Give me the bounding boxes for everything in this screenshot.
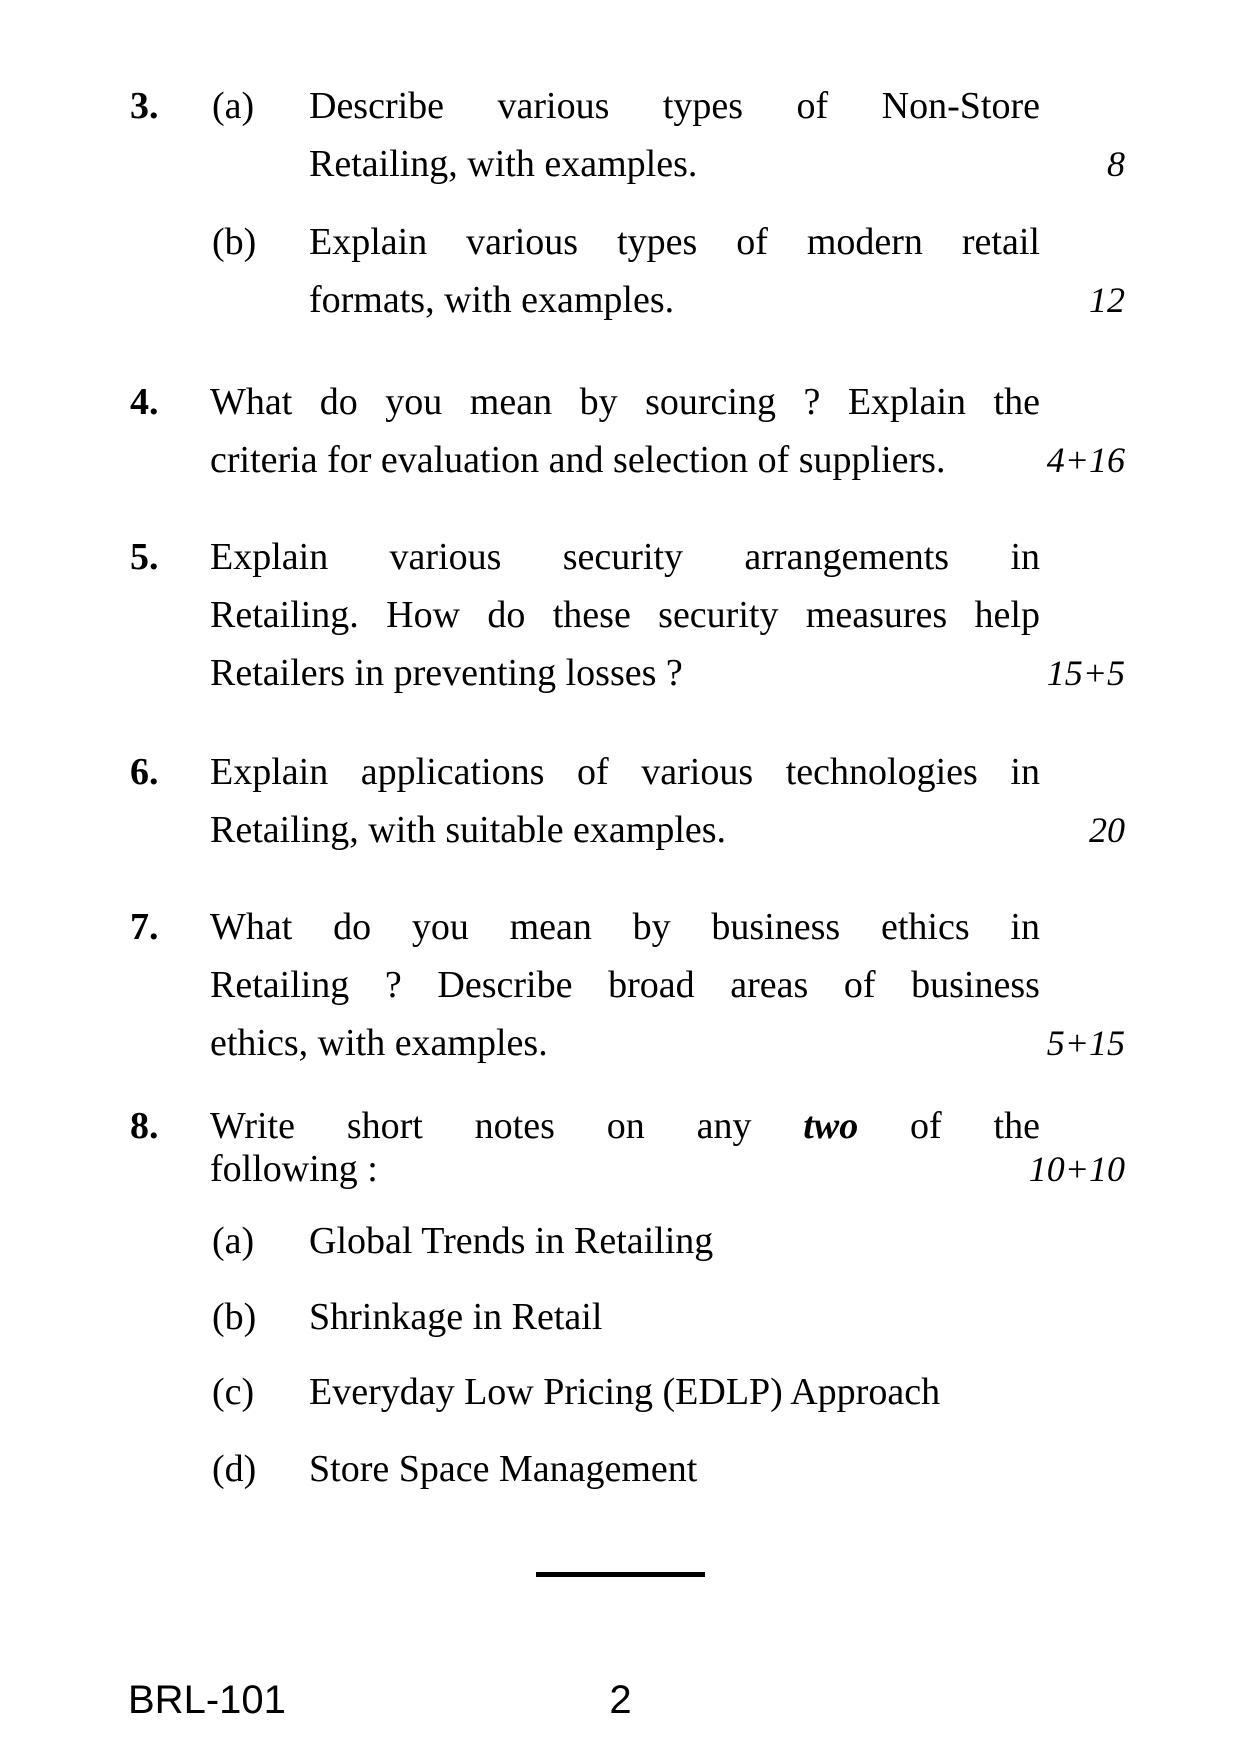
- question-5-number: 5.: [130, 536, 159, 578]
- word: types: [662, 85, 744, 127]
- question-8-item-c: [212, 1363, 940, 1421]
- question-5-line-3: Retailers in preventing losses ?: [210, 652, 683, 694]
- word: business: [911, 964, 1040, 1006]
- word: in: [1010, 906, 1040, 948]
- question-8: [210, 1105, 1125, 1191]
- question-7-line-1: [210, 898, 1040, 956]
- word: How: [386, 594, 461, 636]
- word: in: [1010, 751, 1040, 793]
- word: do: [319, 381, 358, 423]
- question-8-item-b-text: Shrinkage in Retail: [309, 1296, 603, 1338]
- word: of: [910, 1105, 942, 1147]
- footer-page-number: 2: [609, 1678, 632, 1722]
- word: of: [796, 85, 829, 127]
- word: two: [803, 1105, 859, 1147]
- word: security: [658, 594, 779, 636]
- question-3a-line-2: Retailing, with examples.: [309, 143, 698, 185]
- question-4-marks: 4+16: [1046, 440, 1125, 480]
- question-8-line-2: following :: [210, 1148, 378, 1190]
- question-7-text: [210, 898, 1040, 1072]
- question-5-line-2: [210, 586, 1040, 644]
- question-3a: [212, 77, 1125, 193]
- question-3b-line-2: formats, with examples.: [309, 279, 675, 321]
- question-3b-marks: 12: [1089, 280, 1125, 320]
- word: applications: [360, 751, 545, 793]
- word: What: [210, 381, 293, 423]
- word: various: [389, 536, 502, 578]
- question-6-line-1: [210, 743, 1040, 801]
- word: various: [497, 85, 610, 127]
- question-3b: [212, 213, 1125, 329]
- word: ?: [384, 964, 402, 1006]
- question-8-item-b-label: (b): [212, 1296, 257, 1338]
- word: do: [333, 906, 372, 948]
- word: Retailing: [210, 964, 350, 1006]
- question-4: [210, 373, 1125, 489]
- word: Explain: [210, 751, 329, 793]
- question-8-item-c-label: (c): [212, 1371, 255, 1413]
- question-8-item-d: [212, 1440, 697, 1498]
- word: ?: [803, 381, 821, 423]
- question-3a-marks: 8: [1107, 144, 1125, 184]
- question-4-number: 4.: [130, 381, 159, 423]
- question-8-item-c-text: Everyday Low Pricing (EDLP) Approach: [309, 1371, 941, 1413]
- question-6-line-2: Retailing, with suitable examples.: [210, 809, 727, 851]
- question-8-item-a: [212, 1212, 713, 1270]
- word: Non-Store: [881, 85, 1040, 127]
- word: areas: [730, 964, 809, 1006]
- word: business: [711, 906, 841, 948]
- question-7-marks: 5+15: [1046, 1023, 1125, 1063]
- question-8-item-b: [212, 1288, 602, 1346]
- word: retail: [961, 221, 1040, 263]
- word: Explain: [847, 381, 967, 423]
- question-8-item-a-text: Global Trends in Retailing: [309, 1220, 714, 1262]
- question-8-number: 8.: [130, 1105, 159, 1147]
- question-7-line-3: ethics, with examples.: [210, 1022, 548, 1064]
- word: Retailing.: [210, 594, 359, 636]
- footer-course-code: BRL-101: [128, 1678, 286, 1722]
- word: Describe: [437, 964, 573, 1006]
- question-3a-line-1: [309, 77, 1040, 135]
- question-5-marks: 15+5: [1046, 653, 1125, 693]
- word: Describe: [309, 85, 445, 127]
- word: technologies: [785, 751, 978, 793]
- word: of: [577, 751, 609, 793]
- word: short: [346, 1105, 423, 1147]
- word: of: [736, 221, 768, 263]
- question-6: [210, 743, 1125, 859]
- word: any: [696, 1105, 752, 1147]
- word: Write: [210, 1105, 295, 1147]
- word: on: [606, 1105, 645, 1147]
- word: broad: [608, 964, 695, 1006]
- word: various: [466, 221, 579, 263]
- end-divider-line: [536, 1572, 705, 1577]
- word: the: [993, 381, 1040, 423]
- word: notes: [474, 1105, 555, 1147]
- word: sourcing: [645, 381, 776, 423]
- question-5-text: [210, 528, 1040, 702]
- word: What: [210, 906, 293, 948]
- word: the: [993, 1105, 1040, 1147]
- word: ethics: [880, 906, 970, 948]
- question-7-line-2: [210, 956, 1040, 1014]
- question-8-item-d-label: (d): [212, 1448, 257, 1490]
- word: of: [843, 964, 876, 1006]
- question-8-text: [210, 1105, 1040, 1191]
- word: various: [641, 751, 754, 793]
- word: by: [579, 381, 618, 423]
- question-3-number: 3.: [130, 85, 159, 127]
- word: mean: [509, 906, 592, 948]
- question-3a-label: (a): [212, 85, 255, 127]
- word: you: [385, 381, 443, 423]
- question-8-marks: 10+10: [1028, 1149, 1125, 1189]
- question-3b-line-1: [309, 213, 1040, 271]
- question-7-number: 7.: [130, 906, 159, 948]
- question-3b-text: [309, 213, 1040, 329]
- word: these: [552, 594, 631, 636]
- question-8-item-d-text: Store Space Management: [309, 1448, 698, 1490]
- question-6-marks: 20: [1089, 810, 1125, 850]
- word: do: [487, 594, 526, 636]
- word: mean: [469, 381, 553, 423]
- word: help: [974, 594, 1040, 636]
- question-3b-label: (b): [212, 221, 257, 263]
- question-5-line-1: [210, 528, 1040, 586]
- question-7: [210, 898, 1125, 1072]
- question-5: [210, 528, 1125, 702]
- question-8-line-1: [210, 1105, 1040, 1148]
- word: you: [411, 906, 469, 948]
- question-6-number: 6.: [130, 751, 159, 793]
- question-8-item-a-label: (a): [212, 1220, 255, 1262]
- question-4-text: [210, 373, 1040, 489]
- question-4-line-1: [210, 373, 1040, 431]
- word: security: [562, 536, 684, 578]
- word: modern: [806, 221, 923, 263]
- word: by: [632, 906, 671, 948]
- question-6-text: [210, 743, 1040, 859]
- word: Explain: [210, 536, 329, 578]
- word: in: [1010, 536, 1040, 578]
- word: types: [617, 221, 698, 263]
- word: arrangements: [744, 536, 950, 578]
- word: Explain: [309, 221, 428, 263]
- question-3a-text: [309, 77, 1040, 193]
- question-4-line-2: criteria for evaluation and selection of suppliers.: [210, 439, 946, 481]
- word: measures: [805, 594, 948, 636]
